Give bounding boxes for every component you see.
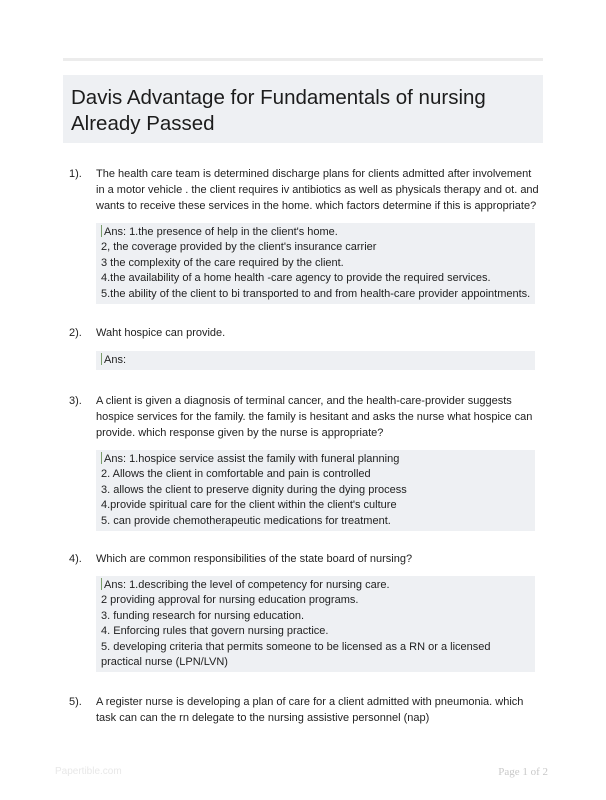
answer-line: 2, the coverage provided by the client's insurance carrier bbox=[101, 241, 377, 254]
question-text: A register nurse is developing a plan of care for a client admitted with pneumonia. which task can can the rn delegate to the nursing assistive personnel (nap) bbox=[96, 696, 524, 724]
cursor-marker bbox=[101, 452, 102, 464]
cursor-marker bbox=[101, 225, 102, 237]
answer-line: 5.the ability of the client to bi transported to and from health-care provider appointments. bbox=[101, 287, 531, 300]
answer-line: 5. developing criteria that permits someone to be licensed as a RN or a licensed practical nurse (LPN/LVN) bbox=[101, 640, 491, 669]
answer-line: 5. can provide chemotherapeutic medications for treatment. bbox=[101, 514, 391, 527]
answer-box bbox=[96, 576, 535, 672]
question-text: The health care team is determined discharge plans for clients admitted after involvement in a motor vehicle . the client requires iv antibiotics as well as physicals therapy and ot. and wants to receive these services in the home. which factors determine if this is appropriate? bbox=[96, 168, 539, 212]
footer-page-number: Page 1 of 2 bbox=[498, 766, 548, 778]
question-5 bbox=[63, 694, 543, 726]
answer-box bbox=[96, 450, 535, 531]
question-text: A client is given a diagnosis of terminal cancer, and the health-care-provider suggests hospice services for the family. the family is hesitant and asks the nurse what hospice can provide. which response given by the nurse is appropriate? bbox=[96, 395, 533, 439]
answer-line: Ans: 1.the presence of help in the client's home. bbox=[101, 225, 530, 240]
question-text: Which are common responsibilities of the state board of nursing? bbox=[96, 553, 413, 565]
answer-line: 4.provide spiritual care for the client within the client's culture bbox=[101, 499, 397, 512]
question-1 bbox=[63, 166, 543, 304]
cursor-marker bbox=[101, 578, 102, 590]
answer-line: Ans: 1.hospice service assist the family with funeral planning bbox=[101, 452, 530, 467]
top-divider bbox=[63, 58, 543, 61]
question-number: 4). bbox=[69, 553, 82, 565]
answer-box bbox=[96, 223, 535, 304]
answer-line: Ans: bbox=[101, 353, 530, 368]
answer-box bbox=[96, 351, 535, 370]
question-2 bbox=[63, 325, 543, 370]
answer-line: 3. funding research for nursing education. bbox=[101, 609, 305, 622]
answer-line: 2. Allows the client in comfortable and pain is controlled bbox=[101, 468, 371, 481]
question-number: 1). bbox=[69, 168, 82, 180]
cursor-marker bbox=[101, 353, 102, 365]
question-number: 5). bbox=[69, 696, 82, 708]
answer-line: 3. allows the client to preserve dignity during the dying process bbox=[101, 483, 407, 496]
answer-line: 2 providing approval for nursing education programs. bbox=[101, 594, 359, 607]
title-line-1: Davis Advantage for Fundamentals of nursing bbox=[71, 86, 486, 109]
question-4 bbox=[63, 551, 543, 672]
question-3 bbox=[63, 393, 543, 531]
answer-line: 3 the complexity of the care required by the client. bbox=[101, 256, 344, 269]
title-line-2: Already Passed bbox=[71, 112, 215, 135]
document-title bbox=[63, 75, 543, 143]
question-number: 2). bbox=[69, 327, 82, 339]
question-text: Waht hospice can provide. bbox=[96, 327, 226, 339]
question-number: 3). bbox=[69, 395, 82, 407]
answer-line: Ans: 1.describing the level of competency for nursing care. bbox=[101, 578, 530, 593]
answer-line: 4.the availability of a home health -care agency to provide the required services. bbox=[101, 272, 491, 285]
answer-line: 4. Enforcing rules that govern nursing practice. bbox=[101, 625, 329, 638]
footer-site-watermark: Papertible.com bbox=[55, 766, 122, 777]
